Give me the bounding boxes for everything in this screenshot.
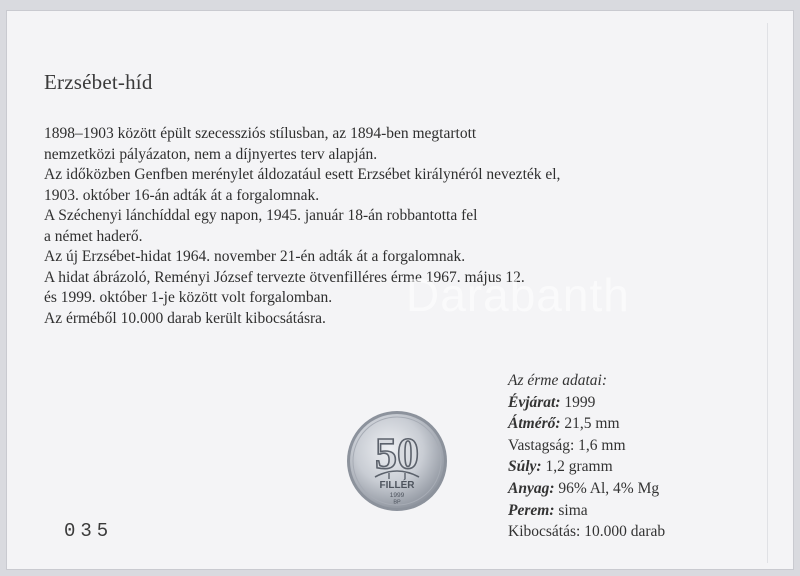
description-line: A hidat ábrázoló, Reményi József tervezte ötvenfilléres érme 1967. május 12. xyxy=(44,268,525,286)
spec-label: Anyag: xyxy=(508,479,555,497)
description-line: és 1999. október 1-je között volt forgalomban. xyxy=(44,289,333,306)
spec-row xyxy=(508,392,665,414)
watermark: Darabanth xyxy=(406,269,630,321)
spec-value: 96% Al, 4% Mg xyxy=(558,479,660,497)
description-line: 1903. október 16-án adták át a forgalomnak. xyxy=(44,186,320,204)
spec-value: 1999 xyxy=(564,393,596,411)
spec-value: sima xyxy=(558,501,588,519)
description-line: Az új Erzsébet-hidat 1964. november 21-én adták át a forgalomnak. xyxy=(44,248,466,265)
serial-number: 035 xyxy=(64,520,114,542)
description-line: a német haderő. xyxy=(44,227,143,245)
spec-value: 1,6 mm xyxy=(578,436,626,454)
spec-value: 1,2 gramm xyxy=(545,458,613,476)
coin-image xyxy=(345,409,449,513)
spec-row xyxy=(508,500,665,522)
spec-label: Perem: xyxy=(508,501,555,519)
description-line: 1898–1903 között épült szecessziós stílusban, az 1894-ben megtartott xyxy=(44,125,477,142)
coin-denomination: 50 xyxy=(375,429,419,478)
spec-label: Kibocsátás: xyxy=(508,523,581,541)
description-line: nemzetközi pályázaton, nem a díjnyertes terv alapján. xyxy=(44,145,378,163)
spec-row xyxy=(508,478,665,500)
spec-row xyxy=(508,413,665,435)
spec-label: Súly: xyxy=(508,458,542,476)
spec-row xyxy=(508,435,665,457)
document-title: Erzsébet-híd xyxy=(44,70,153,94)
envelope-fold-line xyxy=(767,23,768,563)
description-line: Az időközben Genfben merénylet áldozatául esett Erzsébet királynéról nevezték el, xyxy=(44,166,561,183)
coin-mint-mark: BP xyxy=(393,499,401,506)
spec-label: Vastagság: xyxy=(508,436,575,454)
coin-year: 1999 xyxy=(389,492,405,499)
spec-label: Átmérő: xyxy=(508,415,561,433)
description-line: Az érméből 10.000 darab került kibocsátásra. xyxy=(44,309,326,327)
coin-icon xyxy=(345,409,449,513)
spec-label: Évjárat: xyxy=(508,393,561,411)
spec-value: 21,5 mm xyxy=(564,415,620,433)
description-line: A Széchenyi lánchíddal egy napon, 1945. január 18-án robbantotta fel xyxy=(44,207,478,224)
coin-unit: FILLÉR xyxy=(379,480,415,491)
spec-value: 10.000 darab xyxy=(584,523,666,541)
spec-row xyxy=(508,456,665,478)
spec-row xyxy=(508,521,665,543)
coin-specs xyxy=(508,370,665,543)
specs-heading: Az érme adatai: xyxy=(508,372,608,389)
